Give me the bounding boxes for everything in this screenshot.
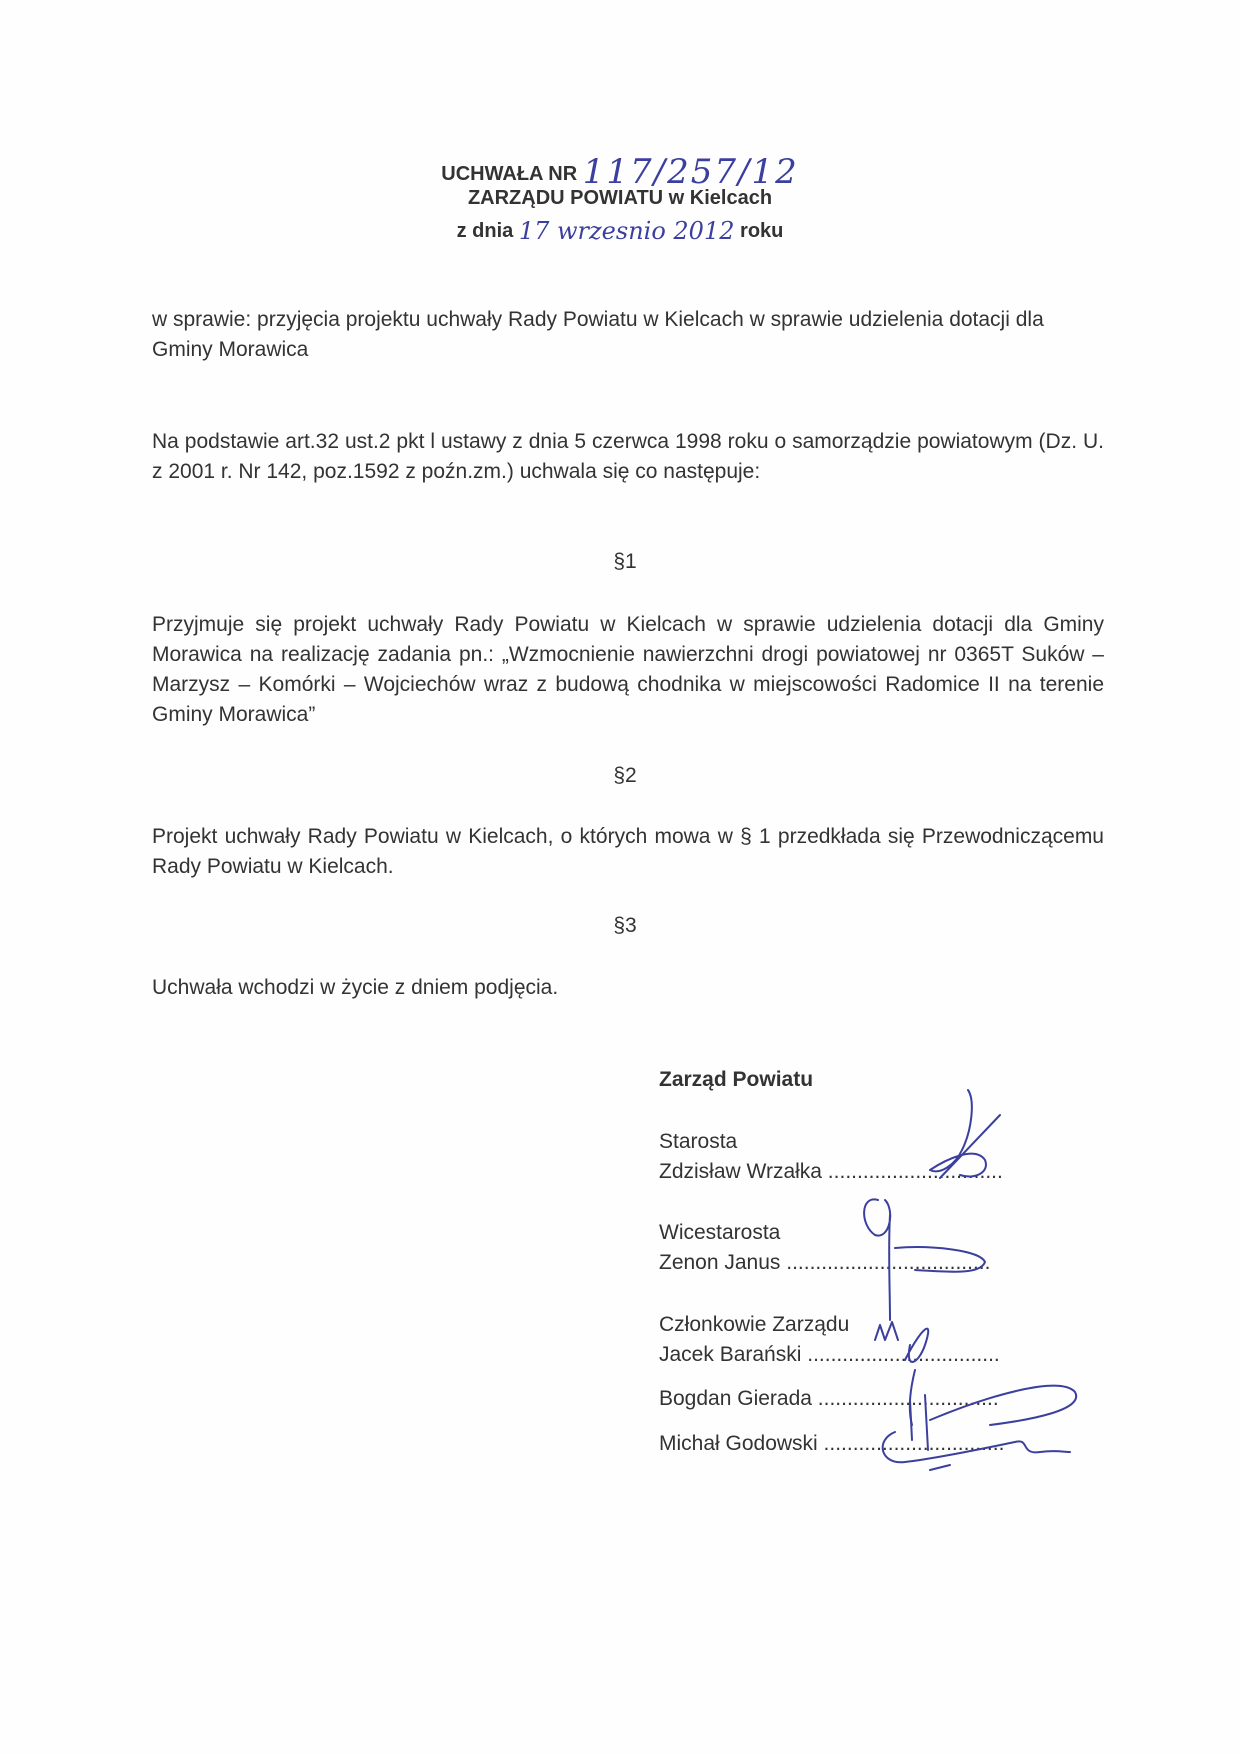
starosta-role: Starosta [659,1130,738,1153]
subject-paragraph: w sprawie: przyjęcia projektu uchwały Rady Powiatu w Kielcach w sprawie udzielenia dotacji dla Gminy Morawica [152,308,1044,361]
resolution-number-label: UCHWAŁA NR [441,163,578,185]
date-suffix: roku [740,220,784,242]
resolution-number [0,152,1240,192]
section-heading-2: §2 [613,764,637,787]
starosta-signature-line: Zdzisław Wrzałka .............................. [659,1160,1003,1183]
legal-basis-paragraph: Na podstawie art.32 ust.2 pkt l ustawy z dnia 5 czerwca 1998 roku o samorządzie powiatowym (Dz. U. z 2001 r. Nr 142, poz.1592 z poźn.zm.) uchwala się co następuje: [152,430,1104,483]
section-text-3: Uchwała wchodzi w życie z dniem podjęcia. [152,976,559,999]
member-2-signature-line: Bogdan Gierada ............................... [659,1387,999,1410]
issuing-body: ZARZĄDU POWIATU w Kielcach [467,187,773,209]
resolution-date [0,217,1240,245]
wicestarosta-role: Wicestarosta [659,1221,781,1244]
members-role: Członkowie Zarządu [659,1313,850,1336]
handwritten-date: 17 wrzesnio 2012 [518,217,735,245]
section-heading-1: §1 [613,550,637,573]
board-title: Zarząd Powiatu [659,1068,814,1091]
handwritten-resolution-number: 117/257/12 [582,152,799,192]
wicestarosta-signature-line: Zenon Janus ................................... [659,1251,991,1274]
section-text-1: Przyjmuje się projekt uchwały Rady Powiatu w Kielcach w sprawie udzielenia dotacji dla Gminy Morawica na realizację zadania pn.: „Wzmocnienie nawierzchni drogi powiatowej nr 0365T Suków – Marzysz – Komórki – Wojciechów wraz z budową chodnika w miejscowości Radomice II na terenie Gminy Morawica” [152,613,1104,726]
member-3-signature-line: Michał Godowski ............................... [659,1432,1005,1455]
section-heading-3: §3 [613,914,637,937]
member-1-signature-line: Jacek Barański ................................. [659,1343,1000,1366]
section-text-2: Projekt uchwały Rady Powiatu w Kielcach, o których mowa w § 1 przedkłada się Przewodniczącemu Rady Powiatu w Kielcach. [152,825,1104,878]
date-prefix: z dnia [456,220,514,242]
